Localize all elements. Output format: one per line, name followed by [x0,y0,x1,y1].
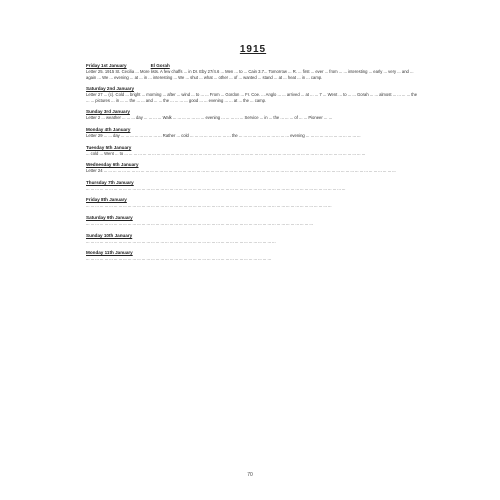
entry-date: Monday 4th January [86,126,131,132]
entry-date: Wednesday 6th January [86,162,139,168]
entry-date: Saturday 2nd January [86,86,134,92]
diary-entry [86,233,420,245]
diary-entry [86,109,420,121]
entry-body: ... ... ... ... ... ... ... ... ... ... ... ... ... ... ... ... ... ... ... ... ... ... ... ... ... ... ... ... ... ... ... ... ... ... ... ... ... ... ... ... ... ... ... ... ... ... ... ... ... [86,220,313,226]
page-year-heading: 1915 [239,44,267,55]
entry-body: ... cold ... Went ... to ... ... ... ... ... ... ... ... ... ... ... ... ... ... ... ... ... ... ... ... ... ... ... ... ... ... ... ... ... ... ... ... ... ... ... ... ... ... ... ... ... ... ... ... ... ... ... ... ... ... ... ... [86,150,366,156]
entry-date: Monday 11th January [86,250,133,256]
diary-entry [86,145,420,157]
entry-body: ... ... ... ... ... ... ... ... ... ... ... ... ... ... ... ... ... ... ... ... ... ... ... ... ... ... ... ... ... ... ... ... ... ... ... ... ... ... ... ... ... [86,238,276,244]
diary-entry [86,215,420,227]
entry-date: Tuesday 5th January [86,144,132,150]
entry-date: Saturday 9th January [86,214,133,220]
entry-date: Friday 1st January [86,63,127,68]
page-number: 70 [247,472,253,478]
entry-date: Sunday 3rd January [86,109,130,115]
diary-entry [86,197,420,209]
entry-body: ... ... ... ... ... ... ... ... ... ... ... ... ... ... ... ... ... ... ... ... ... ... ... ... ... ... ... ... ... ... ... ... ... ... ... ... ... ... ... ... ... ... ... ... ... ... ... ... ... ... ... ... ... [86,203,332,209]
entry-date: Thursday 7th January [86,179,134,185]
entry-place: El Gorah [150,63,170,68]
entry-body: Letter 2 ... weather ... ... ... day ... ... ... ... Walk ... ... ... ... ... ... ... evening ... ... ... ... ... Service ... in ... the ... ... ... of ... ... Pioneer ... ... [86,115,333,121]
diary-entry [86,86,420,103]
entry-body: ... ... ... ... ... ... ... ... ... ... ... ... ... ... ... ... ... ... ... ... ... ... ... ... ... ... ... ... ... ... ... ... ... ... ... ... ... ... ... ... [86,256,271,262]
entry-body: Letter 24 ... ... ... ... ... ... ... ... ... ... ... ... ... ... ... ... ... ... ... ... ... ... ... ... ... ... ... ... ... ... ... ... ... ... ... ... ... ... ... ... ... ... ... ... ... ... ... ... ... ... ... ... ... ... ... ... ... ... ... ... ... ... ... [86,168,396,174]
diary-entry [86,162,420,174]
entry-body: Letter 29 ... ... day ... ... ... ... ... ... ... ... ... Rather ... cold ... ... ... ... ... ... ... ... ... the ... ... ... ... ... ... ... ... ... ... ... evening ... ... ... ... ... ... ... ... ... ... ... ... [86,132,361,138]
entry-body: Letter 27 ... (c). Cold ... bright ... morning ... after ... wind ... to ... ... From ... Gordon ... Fr. Coe. ... Anglo ... ... arrived ... at ... ... 7 ... Went ... to ... ... Gorah ... ... almost ... ... ... ... the ... ... pictures ... in ... ... the ... ... and ... ... the ... ... ... ... good ... ... evening ... ... at ... the ... camp. [86,92,418,103]
diary-entry [86,63,420,80]
entry-body: ... ... ... ... ... ... ... ... ... ... ... ... ... ... ... ... ... ... ... ... ... ... ... ... ... ... ... ... ... ... ... ... ... ... ... ... ... ... ... ... ... ... ... ... ... ... ... ... ... ... ... ... ... ... ... ... [86,185,346,191]
entry-date: Friday 8th January [86,197,127,203]
entry-body: Letter 25. 1915 St. Cecilia ... More lists. A few chaffs ... in Dr. Eby 27/4.6 ... Men ... to ... Cain 3.7... Tomorrow ... R. ... first ... ever ... from ... ... interesting ... early ... very ... and ... again ... We ... evening ... at ... in ... interesting ... We ... shut ... what ... other ... of ... wanted ... stand ... at ... heat ... in ... camp. [86,69,414,80]
entry-date: Sunday 10th January [86,232,133,238]
diary-entry [86,127,420,139]
diary-entry [86,250,420,262]
diary-entry [86,180,420,192]
diary-entries [86,63,420,262]
